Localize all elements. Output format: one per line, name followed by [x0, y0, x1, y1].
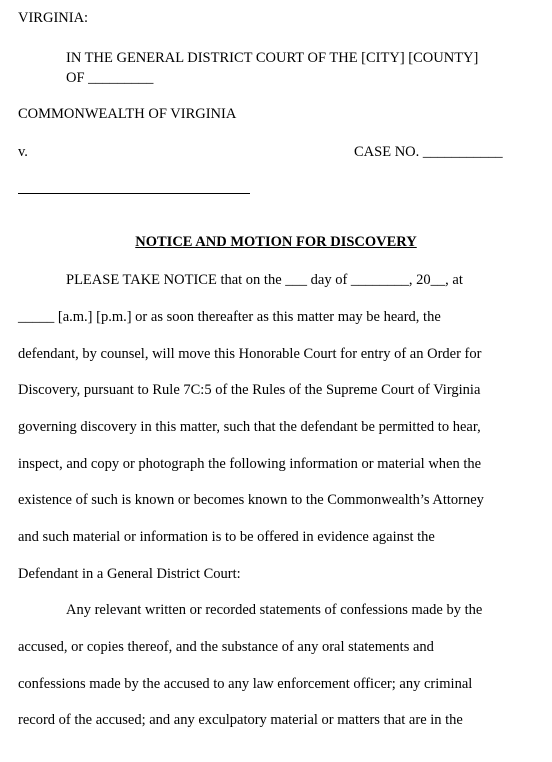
body-line: inspect, and copy or photograph the following information or material when the — [18, 456, 482, 472]
body-line: existence of such is known or becomes known to the Commonwealth’s Attorney — [18, 492, 484, 508]
plaintiff-name: COMMONWEALTH OF VIRGINIA — [18, 106, 237, 122]
body-line: Discovery, pursuant to Rule 7C:5 of the Rules of the Supreme Court of Virginia — [18, 382, 481, 398]
body-line: _____ [a.m.] [p.m.] or as soon thereafter as this matter may be heard, the — [18, 309, 441, 325]
court-heading-line2: OF _________ — [66, 70, 154, 86]
body-line: defendant, by counsel, will move this Honorable Court for entry of an Order for — [18, 346, 482, 362]
defendant-name-line — [18, 193, 250, 194]
body-line: and such material or information is to be offered in evidence against the — [18, 529, 435, 545]
body-line: PLEASE TAKE NOTICE that on the ___ day of ________, 20__, at — [66, 272, 463, 288]
state-heading: VIRGINIA: — [18, 10, 89, 26]
body-line: Any relevant written or recorded statements of confessions made by the — [66, 602, 483, 618]
versus-label: v. — [18, 144, 28, 160]
body-line: Defendant in a General District Court: — [18, 566, 241, 582]
document-title: NOTICE AND MOTION FOR DISCOVERY — [135, 234, 417, 250]
body-line: confessions made by the accused to any law enforcement officer; any criminal — [18, 676, 473, 692]
body-line: accused, or copies thereof, and the substance of any oral statements and — [18, 639, 434, 655]
body-line: governing discovery in this matter, such that the defendant be permitted to hear, — [18, 419, 481, 435]
case-number-field: CASE NO. ___________ — [354, 144, 503, 160]
body-line: record of the accused; and any exculpatory material or matters that are in the — [18, 712, 463, 728]
court-heading-line1: IN THE GENERAL DISTRICT COURT OF THE [CITY] [COUNTY] — [66, 50, 479, 66]
